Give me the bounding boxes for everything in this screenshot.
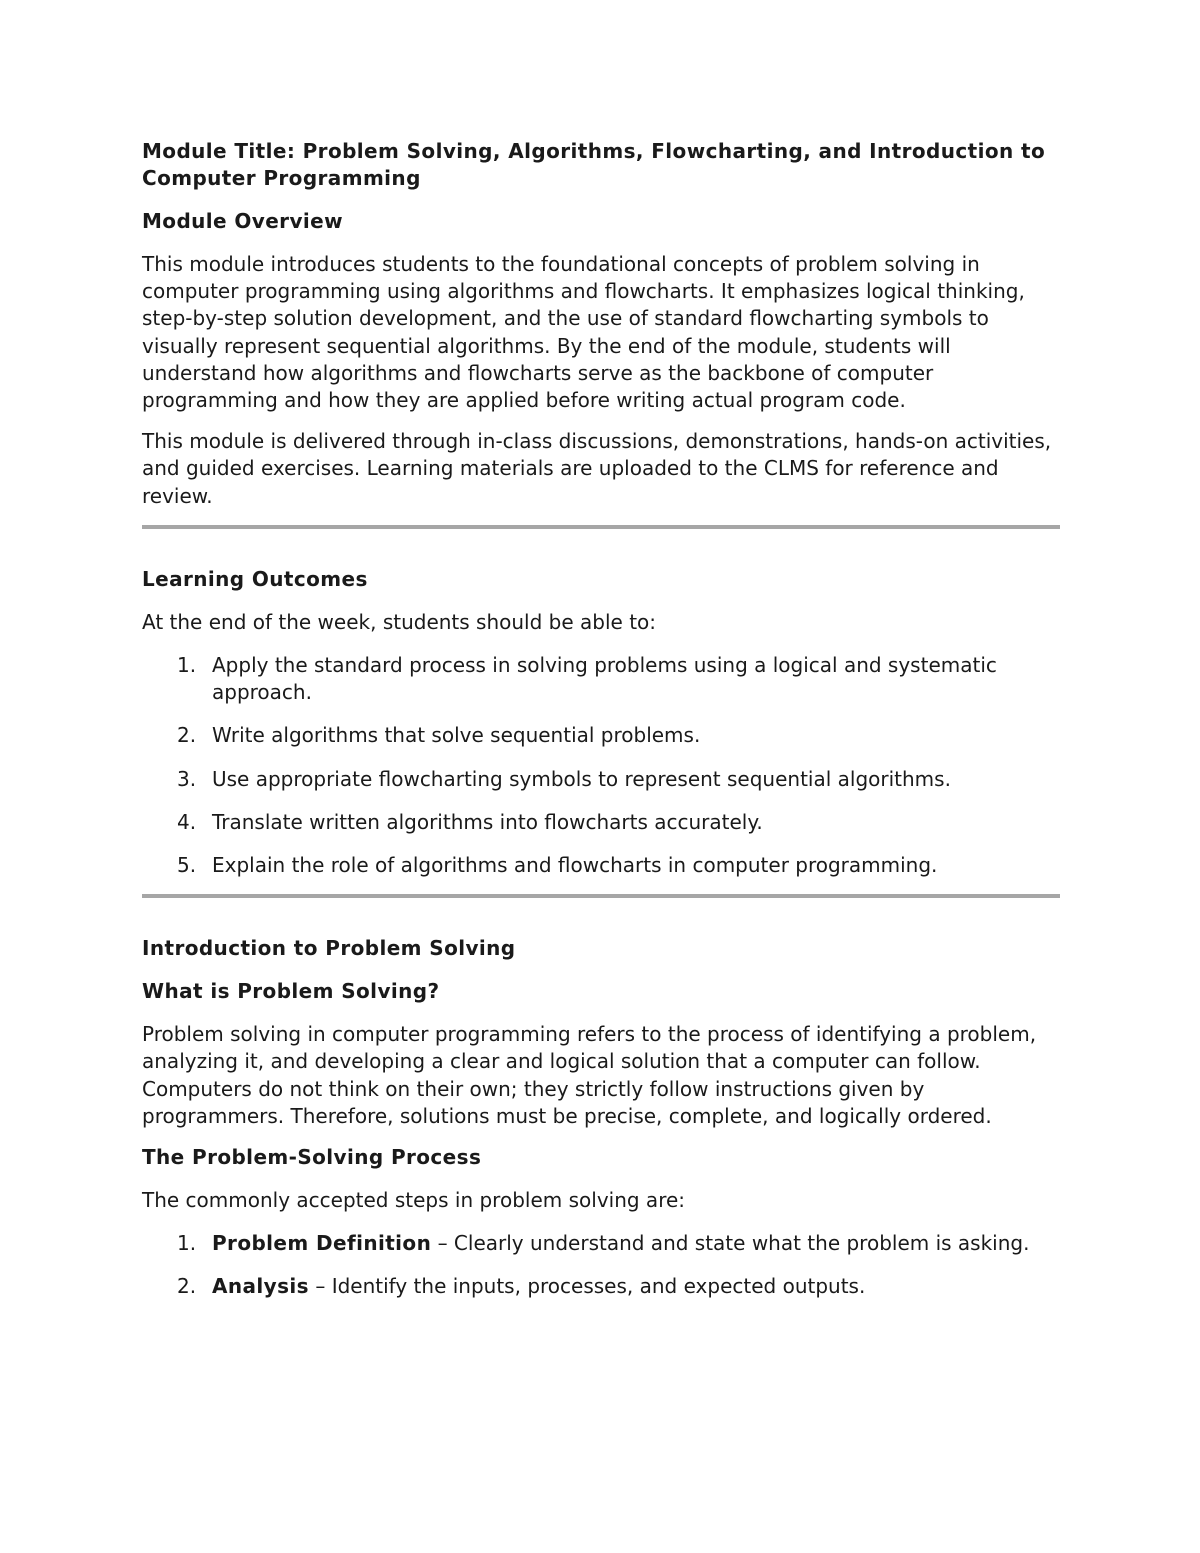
step-term: Problem Definition xyxy=(212,1231,432,1256)
list-item xyxy=(142,652,1060,706)
horizontal-divider xyxy=(142,525,1060,529)
list-item-text: Write algorithms that solve sequential problems. xyxy=(212,723,701,748)
list-item-number: 1. xyxy=(177,1231,197,1256)
what-is-problem-solving-heading: What is Problem Solving? xyxy=(142,979,440,1004)
list-item-number: 4. xyxy=(177,809,197,834)
overview-heading: Module Overview xyxy=(142,209,343,233)
overview-paragraph-2: This module is delivered through in-class discussions, demonstrations, hands-on activities, and guided exercises. Learning materials are uploaded to the CLMS for reference and review. xyxy=(142,429,1052,508)
list-item-text: Translate written algorithms into flowcharts accurately. xyxy=(212,809,763,834)
list-item-text: Apply the standard process in solving problems using a logical and systematic approach. xyxy=(212,653,997,705)
what-is-problem-solving-paragraph: Problem solving in computer programming refers to the process of identifying a problem, analyzing it, and developing a clear and logical solution that a computer can follow. Computers do not think on their own; they strictly follow instructions given by programmers. Therefore, solutions must be precise, complete, and logically ordered. xyxy=(142,1022,1037,1128)
list-item xyxy=(142,722,1060,749)
problem-solving-process-heading: The Problem-Solving Process xyxy=(142,1145,482,1170)
overview-paragraph-1: This module introduces students to the foundational concepts of problem solving in computer programming using algorithms and flowcharts. It emphasizes logical thinking, step-by-step solution development, and the use of standard flowcharting symbols to visually represent sequential algorithms. By the end of the module, students will understand how algorithms and flowcharts serve as the backbone of computer programming and how they are applied before writing actual program code. xyxy=(142,252,1025,413)
list-item xyxy=(142,766,1060,793)
problem-solving-steps-list xyxy=(142,1230,1060,1300)
list-item-number: 5. xyxy=(177,853,197,878)
horizontal-divider xyxy=(142,894,1060,898)
list-item xyxy=(142,852,1060,879)
step-description: – Identify the inputs, processes, and expected outputs. xyxy=(308,1274,866,1299)
list-item-text: Explain the role of algorithms and flowcharts in computer programming. xyxy=(212,853,938,878)
module-title: Module Title: Problem Solving, Algorithms, Flowcharting, and Introduction to Computer Programming xyxy=(142,139,1046,190)
problem-solving-process-intro: The commonly accepted steps in problem solving are: xyxy=(142,1188,686,1213)
list-item-number: 3. xyxy=(177,766,197,791)
intro-problem-solving-heading: Introduction to Problem Solving xyxy=(142,936,516,961)
learning-outcomes-intro: At the end of the week, students should be able to: xyxy=(142,609,657,634)
list-item-number: 2. xyxy=(177,1274,197,1299)
list-item-text: Use appropriate flowcharting symbols to represent sequential algorithms. xyxy=(212,766,951,791)
list-item-number: 2. xyxy=(177,723,197,748)
step-term: Analysis xyxy=(212,1274,309,1299)
learning-outcomes-list xyxy=(142,652,1060,879)
list-item xyxy=(142,1273,1060,1300)
list-item xyxy=(142,809,1060,836)
learning-outcomes-heading: Learning Outcomes xyxy=(142,566,368,591)
document-page xyxy=(142,138,1060,1301)
step-description: – Clearly understand and state what the problem is asking. xyxy=(431,1231,1030,1256)
list-item-number: 1. xyxy=(177,653,197,678)
list-item xyxy=(142,1230,1060,1257)
